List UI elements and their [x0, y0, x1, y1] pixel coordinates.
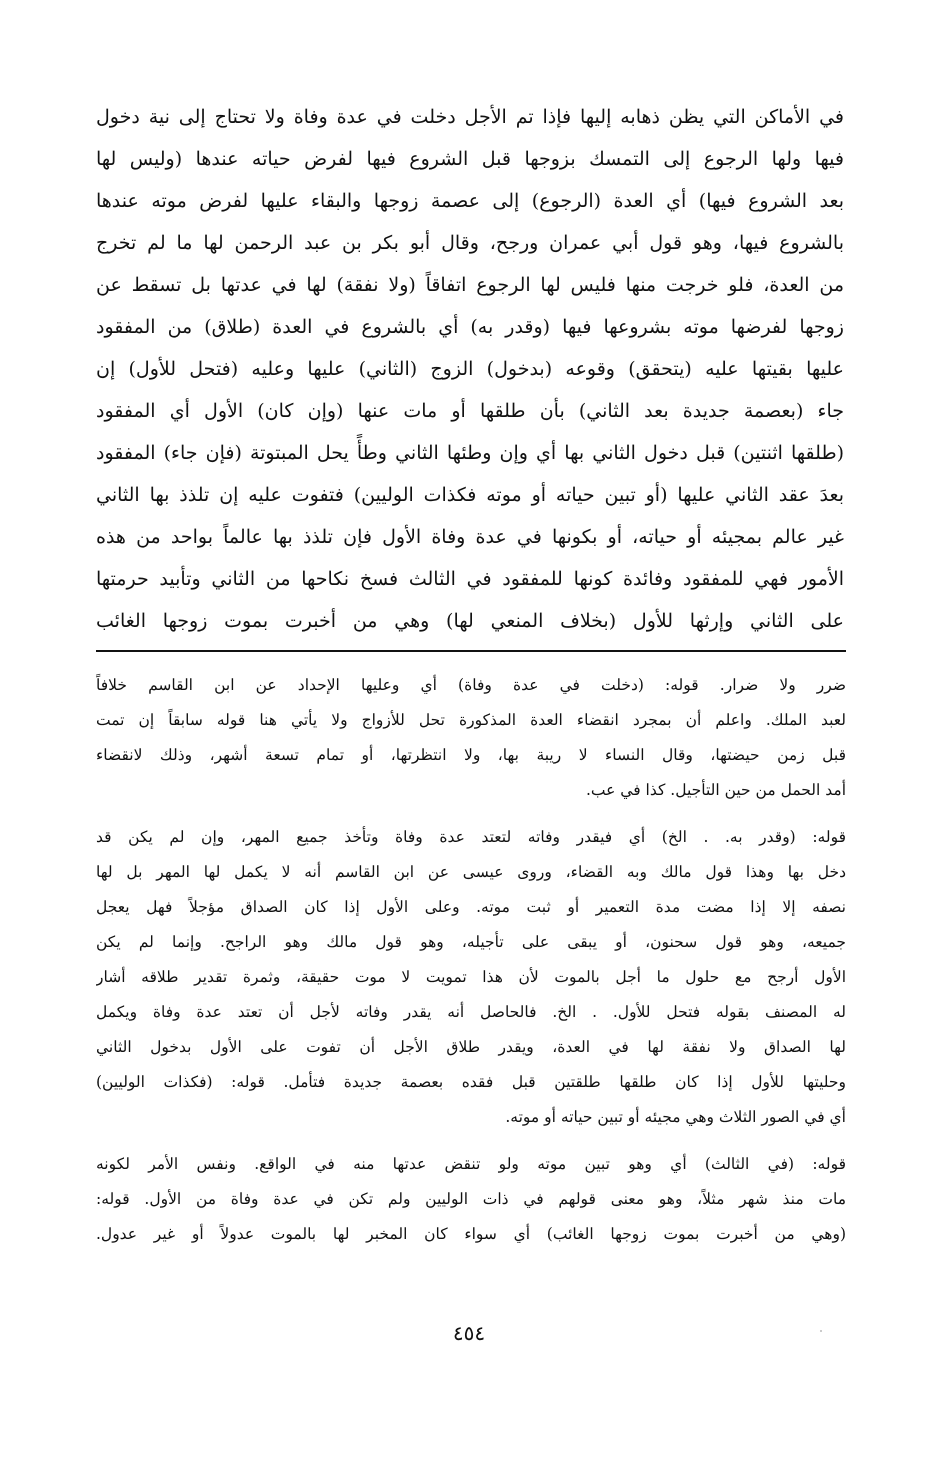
footnote-line: أي في الصور الثلاث وهي مجيئه أو تبين حياته أو موته.: [505, 1108, 846, 1126]
main-text-block: [96, 96, 844, 642]
footnote-line: له المصنف بقوله فتحل للأول. . الخ. فالحاصل أنه يقدر وفاته لأجل أن تعتد عدة وفاة ويكمل: [96, 1003, 846, 1021]
footnote-line: ضرر ولا ضرار. قوله: (دخلت في عدة وفاة) أي وعليها الإحداد عن ابن القاسم خلافاً: [96, 676, 846, 694]
main-text-line: من العدة، فلو خرجت منها فليس لها الرجوع اتفاقاً (ولا نفقة) لها في عدتها بل تسقط عن: [96, 274, 844, 296]
footnote-line: قوله: (في الثالث) أي وهو تبين موته ولو تنقض عدتها منه في الواقع. ونفس الأمر لكونه: [96, 1155, 846, 1173]
main-text-line: على الثاني وإرثها للأول (بخلاف المنعي لها) وهي من أخبرت بموت زوجها الغائب: [96, 610, 844, 632]
page-number: ٤٥٤: [452, 1321, 486, 1345]
footnote-line: قوله: (وقدر به. . الخ) أي فيقدر وفاته لتعتد عدة وفاة وتأخذ جميع المهر، وإن لم يكن قد: [96, 828, 846, 846]
footnote-line: وحليتها للأول إذا كان طلقها طلقتين قبل فقده بعصمة جديدة فتأمل. قوله: (فكذات الوليين): [96, 1073, 846, 1091]
footnote-line: نصفه إلا إذا مضت مدة التعمير أو ثبت موته. وعلى الأول إذا كان الصداق مؤجلاً فهل يعجل: [96, 898, 846, 916]
footnote-separator: [96, 650, 846, 652]
main-text-line: (طلقها اثنتين) قبل دخول الثاني بها أي وإن وطئها الثاني وطأً يحل المبتوتة (فإن جاء) المفقود: [96, 442, 844, 464]
footnote-line: (وهي من أخبرت بموت زوجها الغائب) أي سواء كان المخبر لها بالموت عدولاً أو غير عدول.: [96, 1225, 846, 1243]
main-text-line: بعد الشروع فيها) أي العدة (الرجوع) إلى عصمة زوجها والبقاء عليها لفرض موته عندها: [96, 190, 844, 212]
main-text-line: بعدَ عقد الثاني عليها (أو تبين حياته أو موته فكذات الوليين) فتفوت عليه إن تلذذ بها الثاني: [96, 484, 844, 506]
footnote-paragraph: [96, 668, 846, 808]
main-text-line: جاء (بعصمة جديدة بعد الثاني) بأن طلقها أو مات عنها (وإن كان) الأول أي المفقود: [96, 400, 844, 422]
footnote-paragraph: [96, 1147, 846, 1252]
footnote-line: الأول أرجح مع حلول ما أجل بالموت لأن هذا تمويت لا موت حقيقة، وثمرة تقدير طلاقه أشار: [96, 968, 846, 986]
footnote-line: دخل بها وهذا قول مالك وبه القضاء، وروى عيسى عن ابن القاسم أنه لا يكمل لها المهر بل لها: [96, 863, 846, 881]
main-text-line: في الأماكن التي يظن ذهابه إليها فإذا تم الأجل دخلت في عدة وفاة ولا تحتاج إلى نية دخول: [96, 106, 844, 128]
footnote-line: لها الصداق ولا نفقة لها في العدة، ويقدر طلاق الأجل أن تفوت على الأول بدخول الثاني: [96, 1038, 846, 1056]
footnote-line: قبل زمن حيضتها، وقال النساء لا ريبة بها، ولا انتظرتها، أو تمام تسعة أشهر، وذلك لانقضاء: [96, 746, 846, 764]
footnote-paragraph: [96, 820, 846, 1135]
footnotes-block: [96, 668, 846, 1264]
scan-speck: [820, 1330, 822, 1332]
main-text-line: عليها بقيتها عليه (يتحقق) وقوعه (بدخول) الزوج (الثاني) عليها وعليه (فتحل للأول) إن: [96, 358, 844, 380]
footnote-line: أمد الحمل من حين التأجيل. كذا في عب.: [585, 781, 846, 799]
main-text-line: فيها ولها الرجوع إلى التمسك بزوجها قبل الشروع فيها لفرض حياته عندها (وليس لها: [96, 148, 844, 170]
main-text-line: زوجها لفرضها موته بشروعها فيها (وقدر به) أي بالشروع في العدة (طلاق) من المفقود: [96, 316, 844, 338]
footnote-line: لعبد الملك. واعلم أن بمجرد انقضاء العدة المذكورة تحل للأزواج ولا يأتي هنا قوله سابقاً إن تمت: [96, 711, 846, 729]
footnote-line: مات منذ شهر مثلاً، وهو معنى قولهم في ذات الوليين ولم تكن في عدة وفاة من الأول. قوله:: [96, 1190, 846, 1208]
main-text-line: الأمور فهي للمفقود وفائدة كونها للمفقود في الثالث فسخ نكاحها من الثاني وتأبيد حرمتها: [96, 568, 844, 590]
main-text-line: بالشروع فيها، وهو قول أبي عمران ورجح، وقال أبو بكر بن عبد الرحمن لها ما لم تخرج: [96, 232, 844, 254]
footnote-line: جميعه، وهو قول سحنون، أو يبقى على تأجيله، وهو قول مالك وهو الراجح. وإنما لم يكن: [96, 933, 846, 951]
main-text-line: غير عالم بمجيئه أو حياته، أو بكونها في عدة وفاة الأول فإن تلذذ بها عالماً بواحد من هذه: [96, 526, 844, 548]
